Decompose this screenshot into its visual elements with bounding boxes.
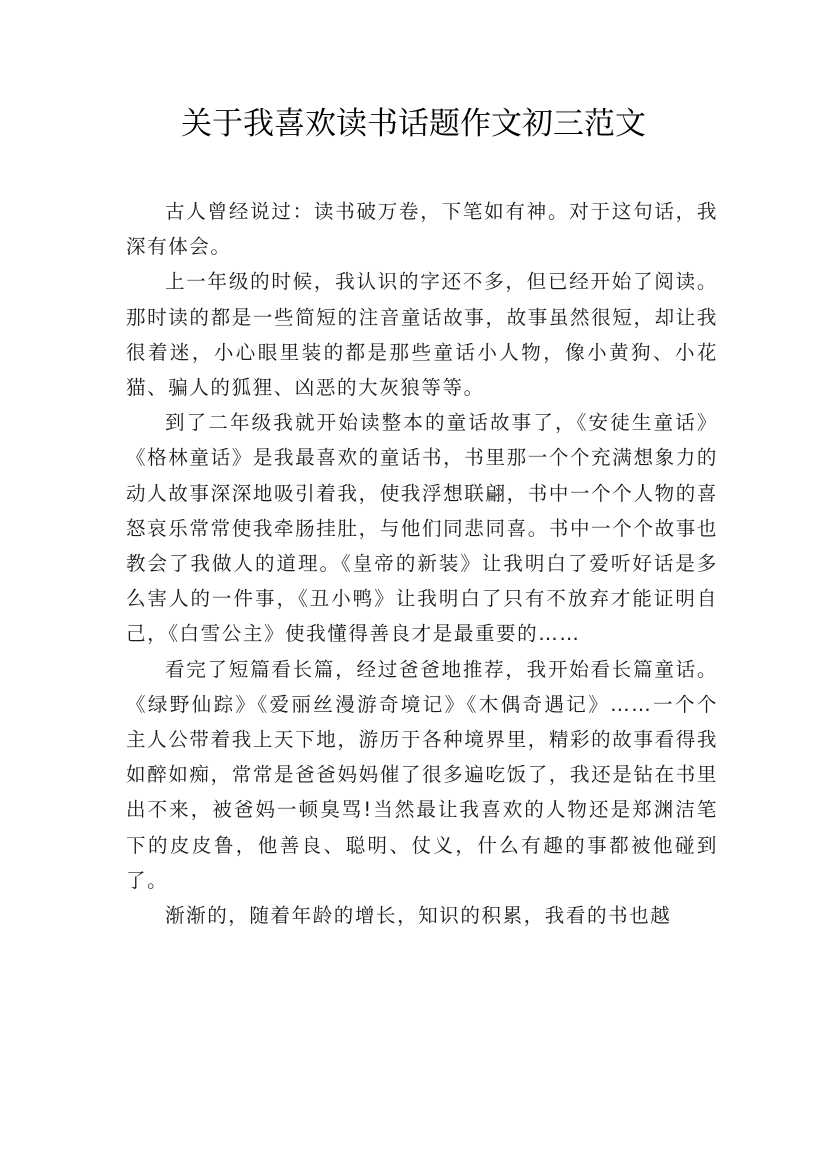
paragraph: 古人曾经说过：读书破万卷，下笔如有神。对于这句话，我深有体会。: [126, 200, 718, 259]
paragraph: 看完了短篇看长篇，经过爸爸地推荐，我开始看长篇童话。《绿野仙踪》《爱丽丝漫游奇境记》《木偶奇遇记》……一个个主人公带着我上天下地，游历于各种境界里，精彩的故事看得我如醉如痴，常常是爸爸妈妈催了很多遍吃饭了，我还是钻在书里出不来，被爸妈一顿臭骂!当然最让我喜欢的人物还是郑渊洁笔下的皮皮鲁，他善良、聪明、仗义，什么有趣的事都被他碰到了。: [126, 657, 718, 892]
paragraph: 上一年级的时候，我认识的字还不多，但已经开始了阅读。那时读的都是一些简短的注音童话故事，故事虽然很短，却让我很着迷，小心眼里装的都是那些童话小人物，像小黄狗、小花猫、骗人的狐狸、凶恶的大灰狼等等。: [126, 270, 718, 400]
document-body: [126, 194, 718, 933]
document-title: 关于我喜欢读书话题作文初三范文: [181, 106, 646, 142]
paragraph: 渐渐的，随着年龄的增长，知识的积累，我看的书也越: [165, 904, 672, 928]
paragraph: 到了二年级我就开始读整本的童话故事了，《安徒生童话》《格林童话》是我最喜欢的童话书，书里那一个个充满想象力的动人故事深深地吸引着我，使我浮想联翩，书中一个个人物的喜怒哀乐常常使我牵肠挂肚，与他们同悲同喜。书中一个个故事也教会了我做人的道理。《皇帝的新装》让我明白了爱听好话是多么害人的一件事，《丑小鸭》让我明白了只有不放弃才能证明自己，《白雪公主》使我懂得善良才是最重要的……: [126, 411, 718, 646]
